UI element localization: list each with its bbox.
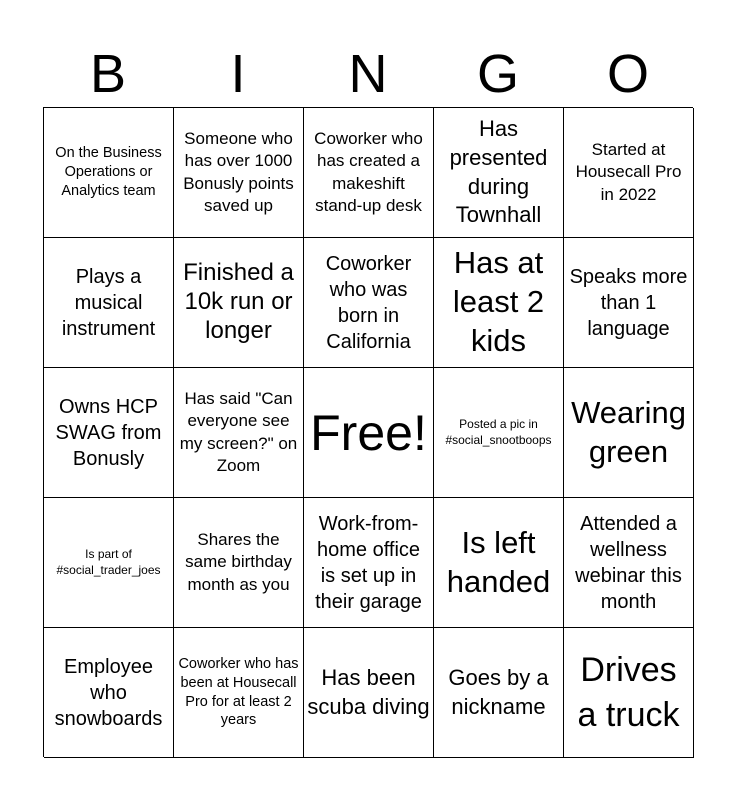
bingo-cell[interactable]: Owns HCP SWAG from Bonusly (44, 368, 174, 498)
title-letter-n: N (348, 44, 388, 104)
bingo-cell[interactable]: Attended a wellness webinar this month (564, 498, 694, 628)
bingo-cell[interactable]: Shares the same birthday month as you (174, 498, 304, 628)
bingo-cell[interactable]: Is part of #social_trader_joes (44, 498, 174, 628)
bingo-title (43, 45, 693, 103)
bingo-cell[interactable]: On the Business Operations or Analytics team (44, 108, 174, 238)
bingo-cell[interactable]: Started at Housecall Pro in 2022 (564, 108, 694, 238)
bingo-cell[interactable]: Has at least 2 kids (434, 238, 564, 368)
bingo-cell[interactable]: Plays a musical instrument (44, 238, 174, 368)
bingo-cell[interactable]: Coworker who was born in California (304, 238, 434, 368)
title-letter-b: B (89, 44, 127, 104)
bingo-card (43, 107, 693, 757)
bingo-cell[interactable]: Someone who has over 1000 Bonusly points saved up (174, 108, 304, 238)
bingo-cell[interactable]: Has presented during Townhall (434, 108, 564, 238)
bingo-cell[interactable]: Finished a 10k run or longer (174, 238, 304, 368)
bingo-cell[interactable]: Coworker who has been at Housecall Pro for at least 2 years (174, 628, 304, 758)
bingo-cell[interactable]: Drives a truck (564, 628, 694, 758)
bingo-cell[interactable]: Employee who snowboards (44, 628, 174, 758)
bingo-cell[interactable]: Has said "Can everyone see my screen?" on Zoom (174, 368, 304, 498)
bingo-cell[interactable]: Coworker who has created a makeshift stand-up desk (304, 108, 434, 238)
bingo-cell[interactable]: Wearing green (564, 368, 694, 498)
title-letter-g: G (476, 44, 519, 104)
bingo-cell[interactable]: Has been scuba diving (304, 628, 434, 758)
free-space[interactable]: Free! (304, 368, 434, 498)
title-letter-o: O (606, 44, 649, 104)
bingo-cell[interactable]: Is left handed (434, 498, 564, 628)
bingo-cell[interactable]: Posted a pic in #social_snootboops (434, 368, 564, 498)
title-letter-i: I (230, 44, 246, 104)
bingo-cell[interactable]: Speaks more than 1 language (564, 238, 694, 368)
bingo-cell[interactable]: Work-from-home office is set up in their garage (304, 498, 434, 628)
bingo-cell[interactable]: Goes by a nickname (434, 628, 564, 758)
